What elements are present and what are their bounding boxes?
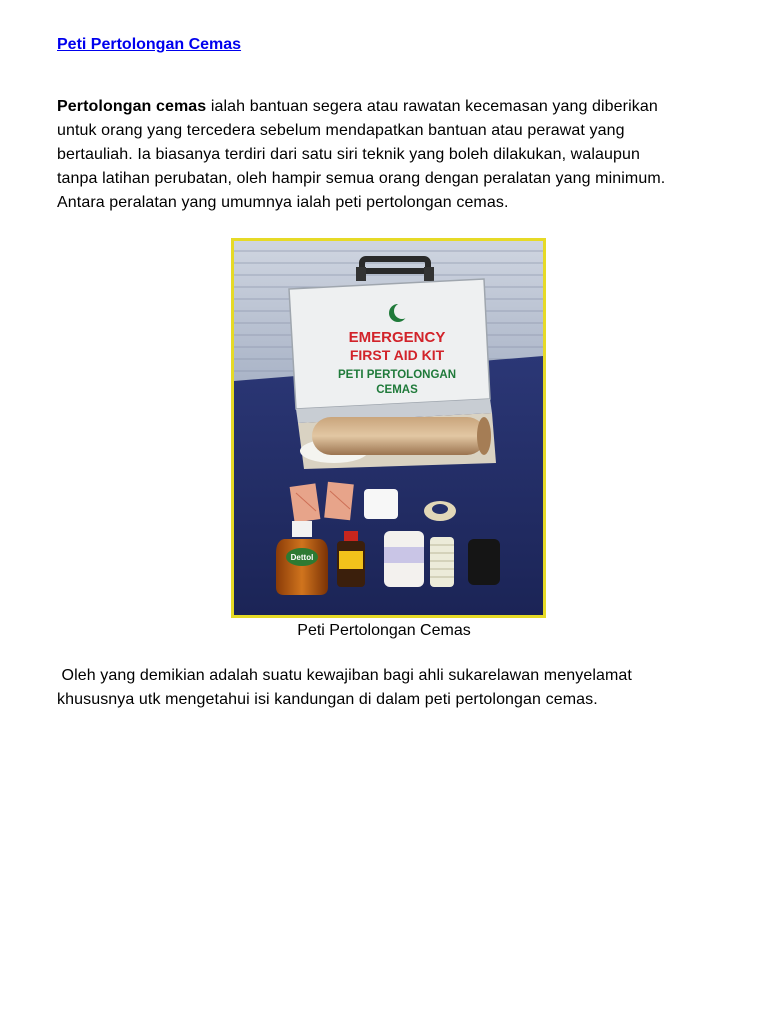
gauze-pad: [364, 489, 398, 519]
kit-label-line4: CEMAS: [376, 384, 418, 396]
first-aid-kit-photo-frame: [231, 238, 546, 618]
dark-jar: [468, 539, 500, 585]
intro-line-3: bertauliah. Ia biasanya terdiri dari satu siri teknik yang boleh dilakukan, walaupun: [57, 146, 640, 163]
bold-term: Pertolongan cemas: [57, 98, 207, 115]
adhesive-tape: [424, 501, 456, 521]
kit-label-line2: FIRST AID KIT: [349, 347, 445, 363]
closing-paragraph: [57, 664, 737, 712]
kit-label-line1: EMERGENCY: [348, 329, 446, 346]
first-aid-kit-photo: [234, 241, 543, 615]
bottle-brand-label: Dettol: [290, 553, 314, 562]
figure-caption: Peti Pertolongan Cemas: [297, 622, 471, 639]
closing-line-1: Oleh yang demikian adalah suatu kewajiban bagi ahli sukarelawan menyelamat: [57, 667, 632, 684]
intro-paragraph: [57, 95, 737, 215]
white-jar: [384, 531, 424, 587]
bandage-roll: [312, 417, 486, 455]
closing-line-2: khususnya utk mengetahui isi kandungan di dalam peti pertolongan cemas.: [57, 691, 598, 708]
intro-line-5: Antara peralatan yang umumnya ialah peti pertolongan cemas.: [57, 194, 509, 211]
intro-line-1-rest: ialah bantuan segera atau rawatan kecemasan yang diberikan: [206, 98, 658, 115]
intro-line-1: [57, 95, 737, 119]
title-link[interactable]: Peti Pertolongan Cemas: [57, 36, 242, 53]
crepe-bandage: [430, 537, 454, 587]
kit-label-line3: PETI PERTOLONGAN: [338, 369, 456, 381]
intro-line-2: untuk orang yang tercedera sebelum mendapatkan bantuan atau perawat yang: [57, 122, 625, 139]
intro-line-4: tanpa latihan perubatan, oleh hampir semua orang dengan peralatan yang minimum.: [57, 170, 666, 187]
